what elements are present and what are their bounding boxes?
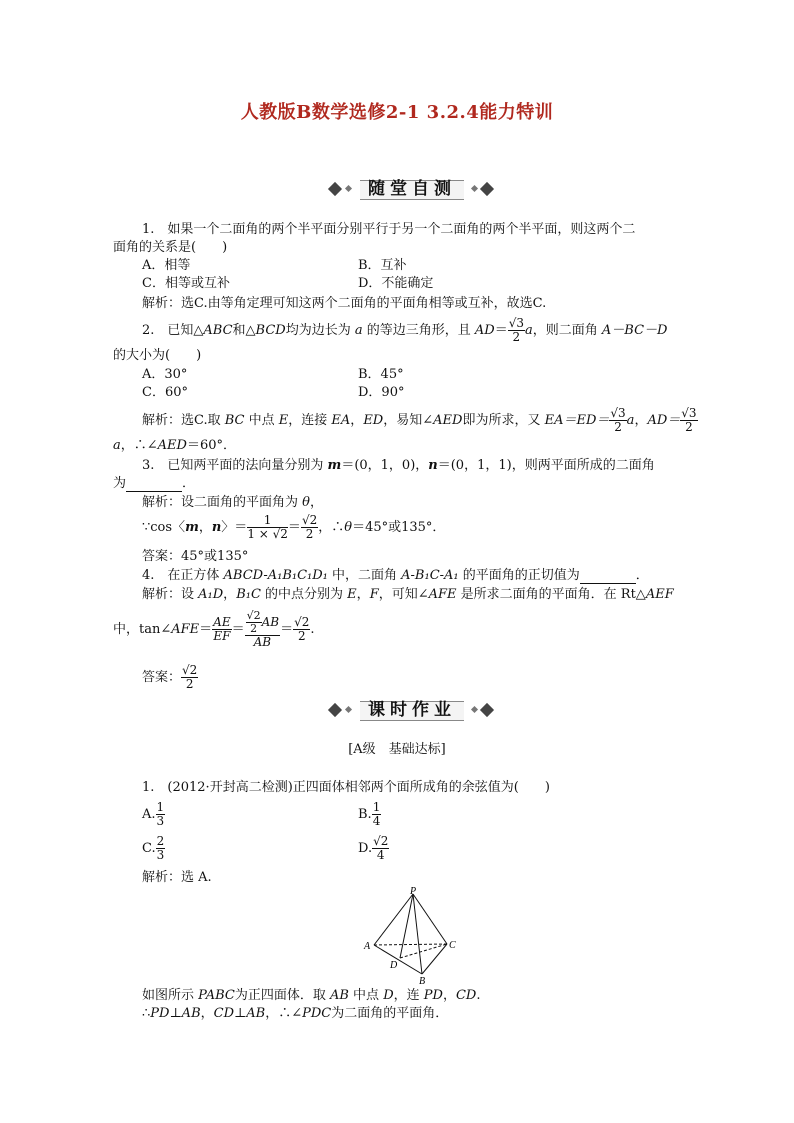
- fraction: $\frac{√3}{2}$: [508, 316, 524, 344]
- diamond-icon: [328, 182, 342, 196]
- q1-option-b: B．互补: [358, 258, 407, 273]
- q4-answer: 答案： $\frac{√2}{2}$: [142, 663, 198, 691]
- p1-option-d: D. $\frac{√2}{4}$: [358, 834, 389, 862]
- section-heading: 课时作业: [360, 698, 464, 722]
- q2-option-c: C．60°: [142, 385, 188, 400]
- label-a: A: [364, 941, 371, 952]
- fraction: $\frac{√2}{2}$ AB AB: [246, 609, 280, 649]
- p1-stem: 1. (2012·开封高二检测)正四面体相邻两个面所成角的余弦值为( ): [142, 780, 550, 795]
- q3-analysis1: 解析：设二面角的平面角为 θ，: [142, 495, 323, 510]
- label-b: B: [419, 976, 426, 986]
- edge-ab: [374, 945, 422, 974]
- q1-option-a: A．相等: [142, 258, 191, 273]
- label-p: P: [410, 886, 417, 897]
- q3-analysis2: ∵cos〈m，n〉＝ $\frac{1}{1 \times √2}$ ＝ $\frac{√2}{2}$ ，∴θ＝45°或135°．: [142, 513, 446, 541]
- q3-line2: 为 ．: [113, 476, 196, 491]
- fraction: $\frac{AE}{EF}$: [213, 615, 231, 643]
- fraction: $\frac{√2}{2}$: [182, 663, 198, 691]
- q1-line1: 1. 如果一个二面角的两个半平面分别平行于另一个二面角的两个半平面，则这两个二: [142, 222, 636, 237]
- answer-blank: [126, 479, 182, 492]
- diamond-icon: [480, 182, 494, 196]
- p1-explain1: 如图所示 PABC为正四面体．取 AB 中点 D，连 PD，CD.: [142, 988, 481, 1003]
- p1-option-c: C. $\frac{2}{3}$: [142, 834, 165, 862]
- p1-analysis: 解析：选 A.: [142, 870, 212, 885]
- fraction: $\frac{1}{1 \times √2}$: [247, 513, 288, 541]
- q3-line1: 3. 已知两平面的法向量分别为 m＝(0，1，0)，n＝(0，1，1)，则两平面所成的二面角: [142, 458, 655, 473]
- q1-line2: 面角的关系是( ): [113, 240, 228, 255]
- answer-blank: [580, 571, 636, 584]
- q4-analysis1: 解析：设 A₁D，B₁C 的中点分别为 E，F，可知∠AFE 是所求二面角的平面角．在 Rt△AEF: [142, 587, 674, 602]
- diamond-icon: [480, 703, 494, 717]
- fraction: $\frac{√2}{2}$: [301, 513, 318, 541]
- fraction: $\frac{√2}{2}$: [294, 615, 310, 643]
- tetrahedron-figure: [360, 886, 470, 986]
- edge-bc: [422, 944, 447, 974]
- fraction: $\frac{√3}{2}$: [610, 406, 626, 434]
- edge-pd: [400, 894, 413, 958]
- q2-analysis-line1: 解析：选C.取 BC 中点 E，连接 EA，ED，易知∠AED即为所求，又 EA＝ED＝ $\frac{√3}{2}$ a，AD＝ $\frac{√3}{2}$: [142, 406, 697, 434]
- p1-option-b: B. $\frac{1}{4}$: [358, 800, 381, 828]
- edge-pa: [374, 894, 413, 945]
- page-title: 人教版B数学选修2-1 3.2.4能力特训: [240, 102, 554, 123]
- label-c: C: [449, 940, 456, 951]
- q1-option-d: D．不能确定: [358, 276, 434, 291]
- q1-option-c: C．相等或互补: [142, 276, 230, 291]
- q3-answer: 答案：45°或135°: [142, 549, 249, 564]
- section-heading: 随堂自测: [360, 177, 464, 201]
- p1-explain2: ∴PD⊥AB，CD⊥AB，∴∠PDC为二面角的平面角．: [142, 1006, 449, 1021]
- diamond-icon: [345, 185, 352, 192]
- q2-line1: 2. 已知△ABC和△BCD均为边长为 a 的等边三角形，且 AD＝ $\frac{√3}{2}$ a，则二面角 A－BC－D: [142, 316, 668, 344]
- q4-analysis2: 中，tan∠AFE＝ $\frac{AE}{EF}$ ＝ $\frac{√2}{2}$ AB AB ＝ $\frac{√2}{2}$ .: [113, 609, 315, 649]
- diamond-icon: [471, 185, 478, 192]
- p1-option-a: A. $\frac{1}{3}$: [142, 800, 165, 828]
- diamond-icon: [345, 706, 352, 713]
- label-d: D: [390, 960, 398, 971]
- q2-option-a: A．30°: [142, 367, 188, 382]
- diamond-icon: [471, 706, 478, 713]
- q2-option-b: B．45°: [358, 367, 404, 382]
- section-banner-keshi: [330, 698, 494, 722]
- q2-line2: 的大小为( ): [113, 348, 202, 363]
- diamond-icon: [328, 703, 342, 717]
- q2-option-d: D．90°: [358, 385, 405, 400]
- section-banner-suitang: [330, 177, 494, 201]
- level-subheading: [A级 基础达标]: [348, 742, 446, 757]
- fraction: $\frac{√3}{2}$: [681, 406, 697, 434]
- q4-line1: 4. 在正方体 ABCD-A₁B₁C₁D₁ 中，二面角 A-B₁C-A₁ 的平面角的正切值为 ．: [142, 568, 649, 583]
- edge-dc-hidden: [400, 944, 447, 958]
- edge-ac-hidden: [374, 944, 447, 945]
- q2-analysis-line2: a，∴∠AED＝60°．: [113, 438, 237, 453]
- q1-analysis: 解析：选C.由等角定理可知这两个二面角的平面角相等或互补，故选C.: [142, 296, 547, 311]
